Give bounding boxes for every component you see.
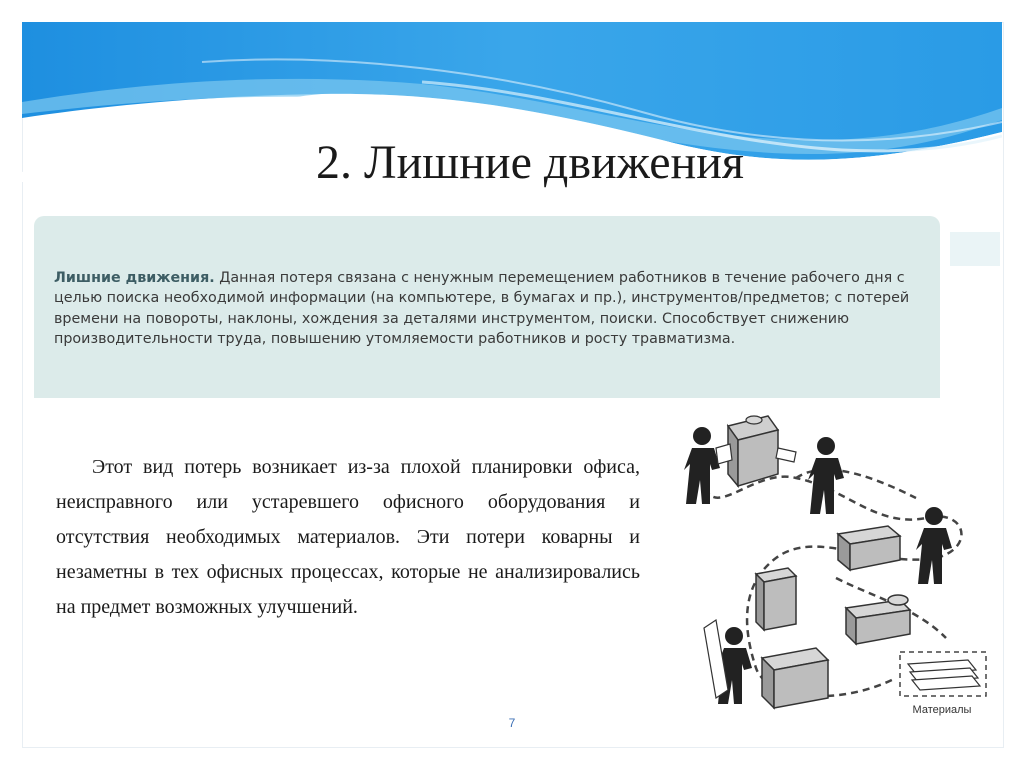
box-icon-3 <box>762 648 828 708</box>
callout-lead: Лишние движения. <box>54 270 215 286</box>
box-icon-1 <box>838 526 900 570</box>
side-tab-decoration <box>950 228 1000 270</box>
page-number: 7 <box>508 716 516 730</box>
definition-callout <box>34 216 940 398</box>
materials-label: Материалы <box>912 704 972 716</box>
worker-icon-2 <box>808 437 844 514</box>
excess-motion-illustration <box>676 408 1002 730</box>
callout-body: Данная потеря связана с ненужным перемещением работников в течение рабочего дня с целью поиска необходимой информации (на компьютере, в бумагах и пр.), инструментов/предметов; с потерей времени на повороты, наклоны, хождения за деталями инструментом, поиски. Способствует снижению производительности труда, повышению утомляемости работников и росту травматизма. <box>54 270 910 348</box>
callout-text <box>54 268 924 350</box>
slide-title: 2. Лишние движения <box>316 136 744 189</box>
body-paragraph: Этот вид потерь возникает из-за плохой планировки офиса, неисправного или устаревшего офисного оборудования и отсутствия необходимых материалов. Эти потери коварны и незаметны в тех офисных процессах, которые не анализировались на предмет возможных улучшений. <box>56 456 640 618</box>
box-icon-2 <box>846 595 910 644</box>
cabinet-icon <box>756 568 796 630</box>
materials-icon <box>900 652 986 696</box>
worker-icon-1 <box>684 427 720 504</box>
